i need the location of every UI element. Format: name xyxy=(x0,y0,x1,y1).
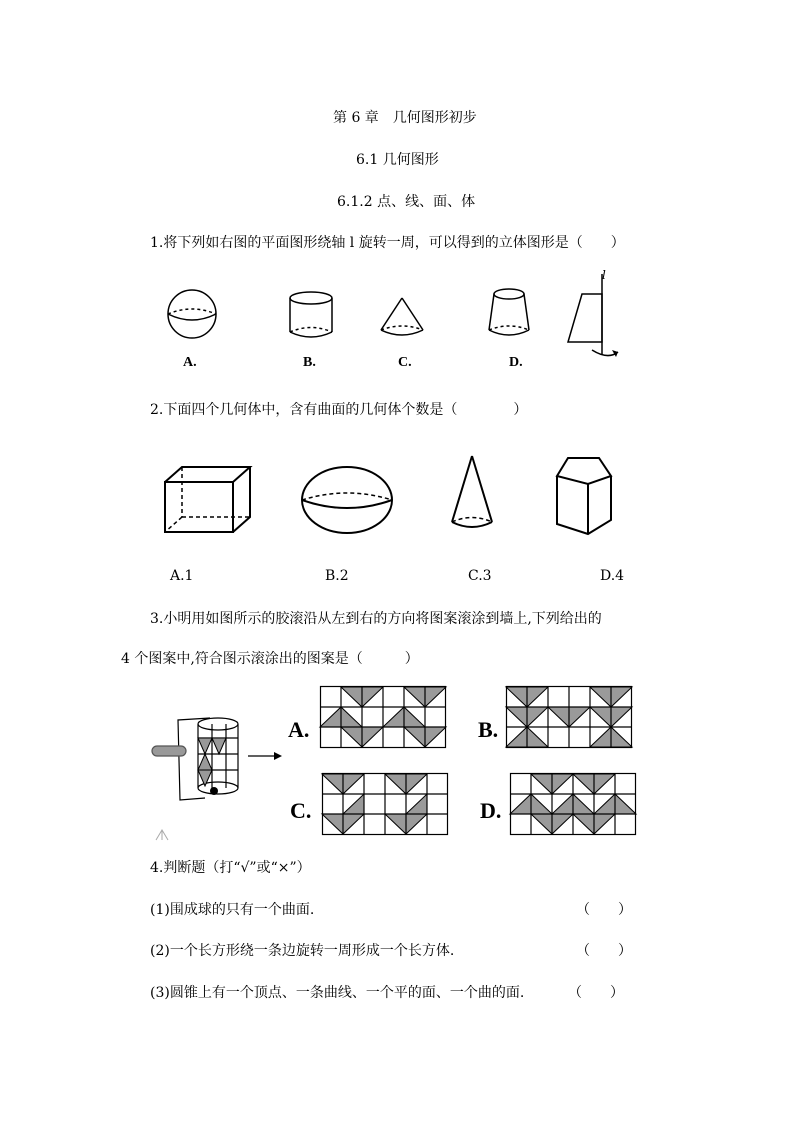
pentagonal-prism-figure xyxy=(557,458,611,534)
q4-item-3-blank: （ ） xyxy=(568,985,624,1001)
cone-figure xyxy=(452,456,492,527)
question-1-text: 1.将下列如右图的平面图形绕轴 l 旋转一周，可以得到的立体图形是（ ） xyxy=(150,235,625,251)
chapter-title: 第 6 章 几何图形初步 xyxy=(333,110,477,126)
q2-option-a: A.1 xyxy=(170,568,194,584)
q3-option-b: B. xyxy=(478,717,499,742)
q1-option-b: B. xyxy=(303,355,316,370)
paint-roller-figure xyxy=(150,712,290,842)
question-2-text: 2.下面四个几何体中，含有曲面的几何体个数是（ ） xyxy=(150,402,528,418)
question-4-title: 4.判断题（打“√”或“×”） xyxy=(150,860,311,876)
q4-item-1-text: (1)围成球的只有一个曲面. xyxy=(150,902,315,918)
q4-item-3-text: (3)圆锥上有一个顶点、一条曲线、一个平的面、一个曲的面. xyxy=(150,985,525,1001)
pattern-a-figure xyxy=(320,686,446,748)
q3-option-d: D. xyxy=(480,798,502,823)
q3-option-a: A. xyxy=(288,717,310,742)
trapezoid-with-axis-figure xyxy=(568,274,618,357)
q2-option-c: C.3 xyxy=(468,568,492,584)
pattern-d-figure xyxy=(510,773,636,835)
q4-item-2-text: (2)一个长方形绕一条边旋转一周形成一个长方体. xyxy=(150,943,455,959)
cuboid-figure xyxy=(165,467,250,532)
question-3-text-line1: 3.小明用如图所示的胶滚沿从左到右的方向将图案滚涂到墙上,下列给出的 xyxy=(150,611,602,627)
q1-option-a: A. xyxy=(183,355,197,370)
q1-option-c: C. xyxy=(398,355,412,370)
q4-item-1-blank: （ ） xyxy=(576,902,632,918)
q4-item-2-blank: （ ） xyxy=(576,943,632,959)
cone-figure xyxy=(381,298,423,335)
ellipsoid-figure xyxy=(302,467,392,533)
q2-option-b: B.2 xyxy=(325,568,349,584)
question-2-figures xyxy=(160,452,620,542)
sphere-figure xyxy=(168,290,216,338)
pattern-b-figure xyxy=(506,686,632,748)
pattern-c-figure xyxy=(322,773,448,835)
question-3-text-line2: 4 个图案中,符合图示滚涂出的图案是（ ） xyxy=(121,651,419,667)
frustum-figure xyxy=(489,289,529,335)
q3-option-c: C. xyxy=(290,798,312,823)
q1-option-d: D. xyxy=(509,355,523,370)
axis-l-label: l xyxy=(602,268,606,282)
q2-option-d: D.4 xyxy=(600,568,625,584)
section-title: 6.1 几何图形 xyxy=(356,152,439,168)
subsection-title: 6.1.2 点、线、面、体 xyxy=(337,194,476,210)
cylinder-figure xyxy=(290,292,332,337)
